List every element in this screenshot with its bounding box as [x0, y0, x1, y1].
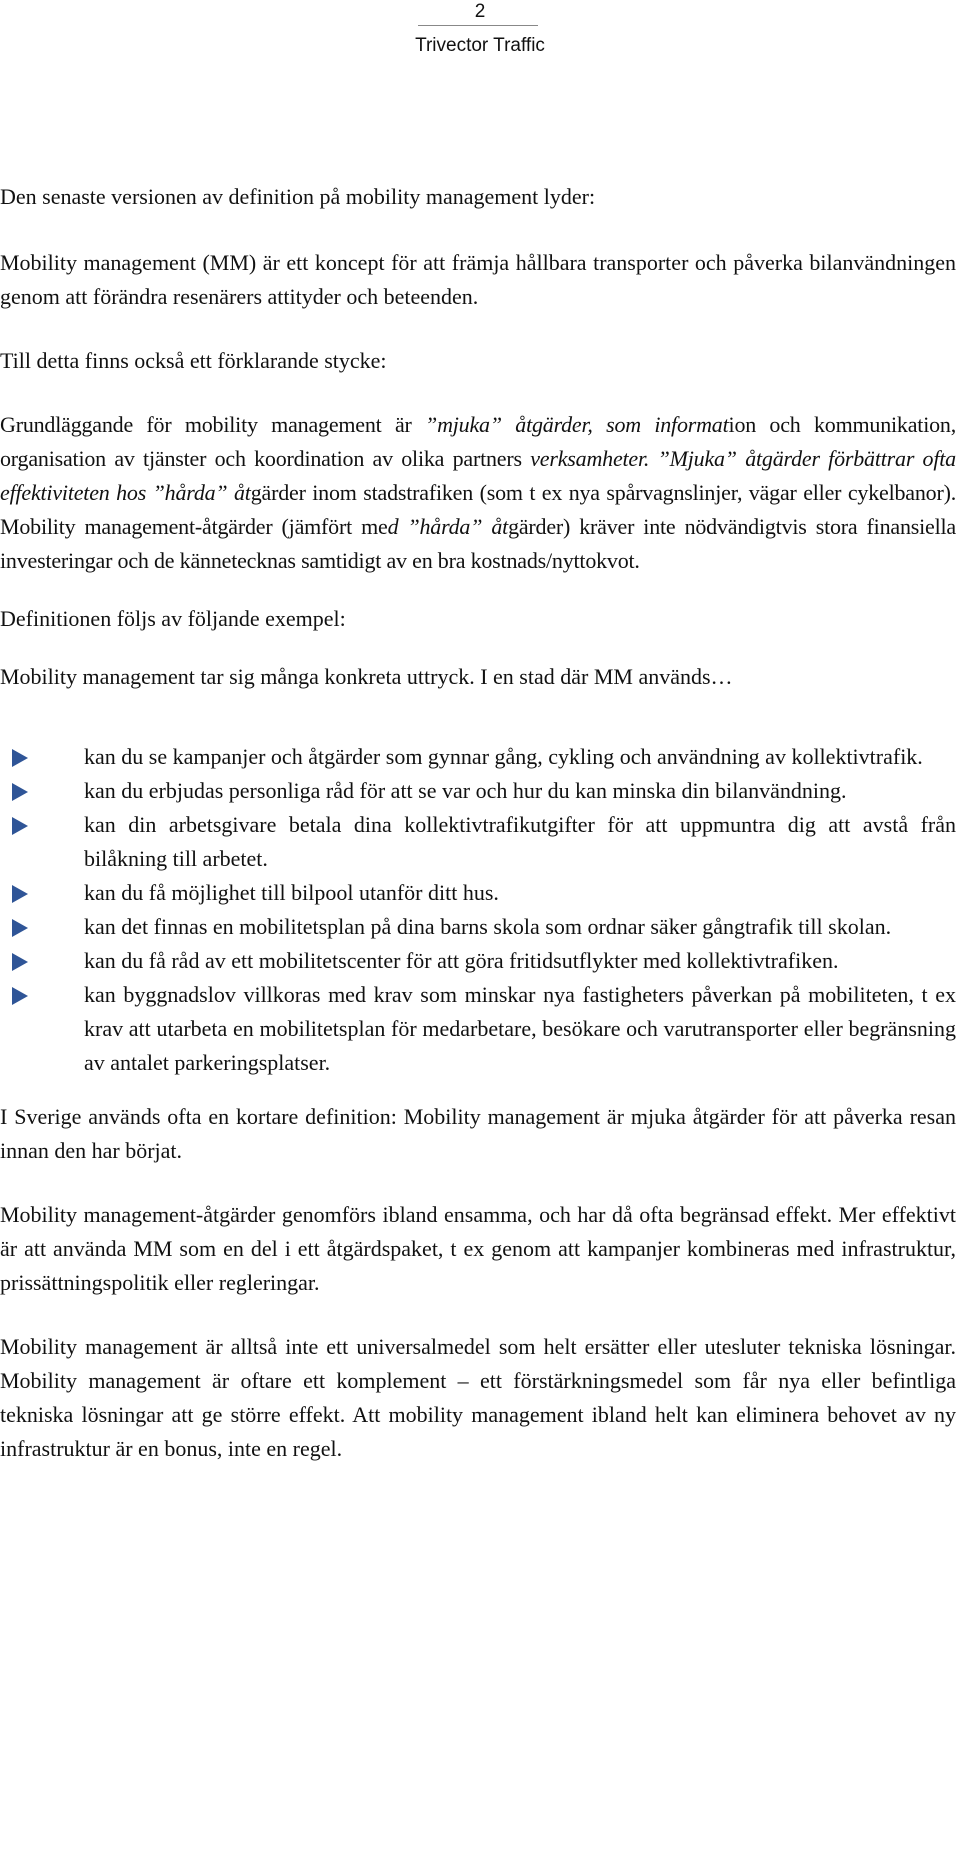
examples-list [0, 740, 956, 1080]
explanation-part-a: Grundläggande för mobility management är [0, 412, 426, 437]
list-item-text: kan du få möjlighet till bilpool utanför ditt hus. [84, 880, 499, 905]
triangle-bullet-icon [12, 783, 28, 801]
paragraph-intro: Den senaste versionen av definition på mobility management lyder: [0, 184, 596, 209]
list-item [0, 978, 956, 1080]
explanation-part-b: ”mjuka” åtgärder, som informat [425, 412, 729, 437]
page-number: 2 [474, 1, 486, 22]
triangle-bullet-icon [12, 885, 28, 903]
triangle-bullet-icon [12, 919, 28, 937]
explanation-part-e: gärder inom stadstrafiken (som t ex nya spårvagnslinjer, vägar eller cykelbanor). Mobility management-åtgärder (jämfört me [0, 480, 956, 539]
explanation-part-d: verksamheter. ”Mjuka” åtgärder förbättrar ofta effektiviteten hos ”hårda” åt [0, 446, 956, 505]
triangle-bullet-icon [12, 817, 28, 835]
list-item-text: kan det finnas en mobilitetsplan på dina barns skola som ordnar säker gångtrafik till skolan. [84, 914, 892, 939]
paragraph-effect: Mobility management-åtgärder genomförs ibland ensamma, och har då ofta begränsad effekt. Mer effektivt är att använda MM som en del i ett åtgärdspaket, t ex genom att kampanjer kombineras med infrastruktur, prissättningspolitik eller regleringar. [0, 1202, 956, 1295]
list-item-text: kan du se kampanjer och åtgärder som gynnar gång, cykling och användning av kollektivtrafik. [84, 744, 923, 769]
list-item [0, 944, 956, 978]
document-body [0, 180, 956, 1466]
list-item [0, 774, 956, 808]
list-item-text: kan din arbetsgivare betala dina kollektivtrafikutgifter för att uppmuntra dig att avstå från bilåkning till arbetet. [84, 812, 956, 871]
running-title: Trivector Traffic [415, 35, 545, 56]
paragraph-conclusion: Mobility management är alltså inte ett universalmedel som helt ersätter eller utesluter tekniska lösningar. Mobility management är oftare ett komplement – ett förstärkningsmedel som får nya eller befintliga tekniska lösningar att ge större effekt. Att mobility management ibland helt kan eliminera behovet av ny infrastruktur är en bonus, inte en regel. [0, 1334, 956, 1461]
paragraph-swedish-definition: I Sverige används ofta en kortare definition: Mobility management är mjuka åtgärder för att påverka resan innan den har börjat. [0, 1104, 956, 1163]
paragraph-definition: Mobility management (MM) är ett koncept för att främja hållbara transporter och påverka bilanvändningen genom att förändra resenärers attityder och beteenden. [0, 250, 956, 309]
explanation-part-g: gärder) kräver inte nödvändigtvis stora finansiella investeringar och de kännetecknas samtidigt av en bra kostnads/nyttokvot. [0, 514, 956, 573]
explanation-part-f: d ”hårda” åt [387, 514, 509, 539]
paragraph-examples-lead: Definitionen följs av följande exempel: [0, 606, 346, 631]
paragraph-explanation [0, 408, 956, 578]
header-divider [418, 25, 538, 26]
list-item [0, 740, 956, 774]
paragraph-examples-intro: Mobility management tar sig många konkreta uttryck. I en stad där MM används… [0, 664, 733, 689]
paragraph-explanation-lead: Till detta finns också ett förklarande stycke: [0, 348, 387, 373]
list-item [0, 808, 956, 876]
explanation-part-c: ion och kommunikation, organisation av tjänster och koordination av olika partners [0, 412, 957, 471]
list-item-text: kan du erbjudas personliga råd för att se var och hur du kan minska din bilanvändning. [84, 778, 847, 803]
triangle-bullet-icon [12, 749, 28, 767]
list-item-text: kan du få råd av ett mobilitetscenter för att göra fritidsutflykter med kollektivtrafiken. [84, 948, 839, 973]
triangle-bullet-icon [12, 953, 28, 971]
list-item [0, 876, 956, 910]
triangle-bullet-icon [12, 987, 28, 1005]
list-item-text: kan byggnadslov villkoras med krav som minskar nya fastigheters påverkan på mobiliteten, t ex krav att utarbeta en mobilitetsplan för medarbetare, besökare och varutransporter eller begränsning av antalet parkeringsplatser. [84, 982, 956, 1075]
list-item [0, 910, 956, 944]
